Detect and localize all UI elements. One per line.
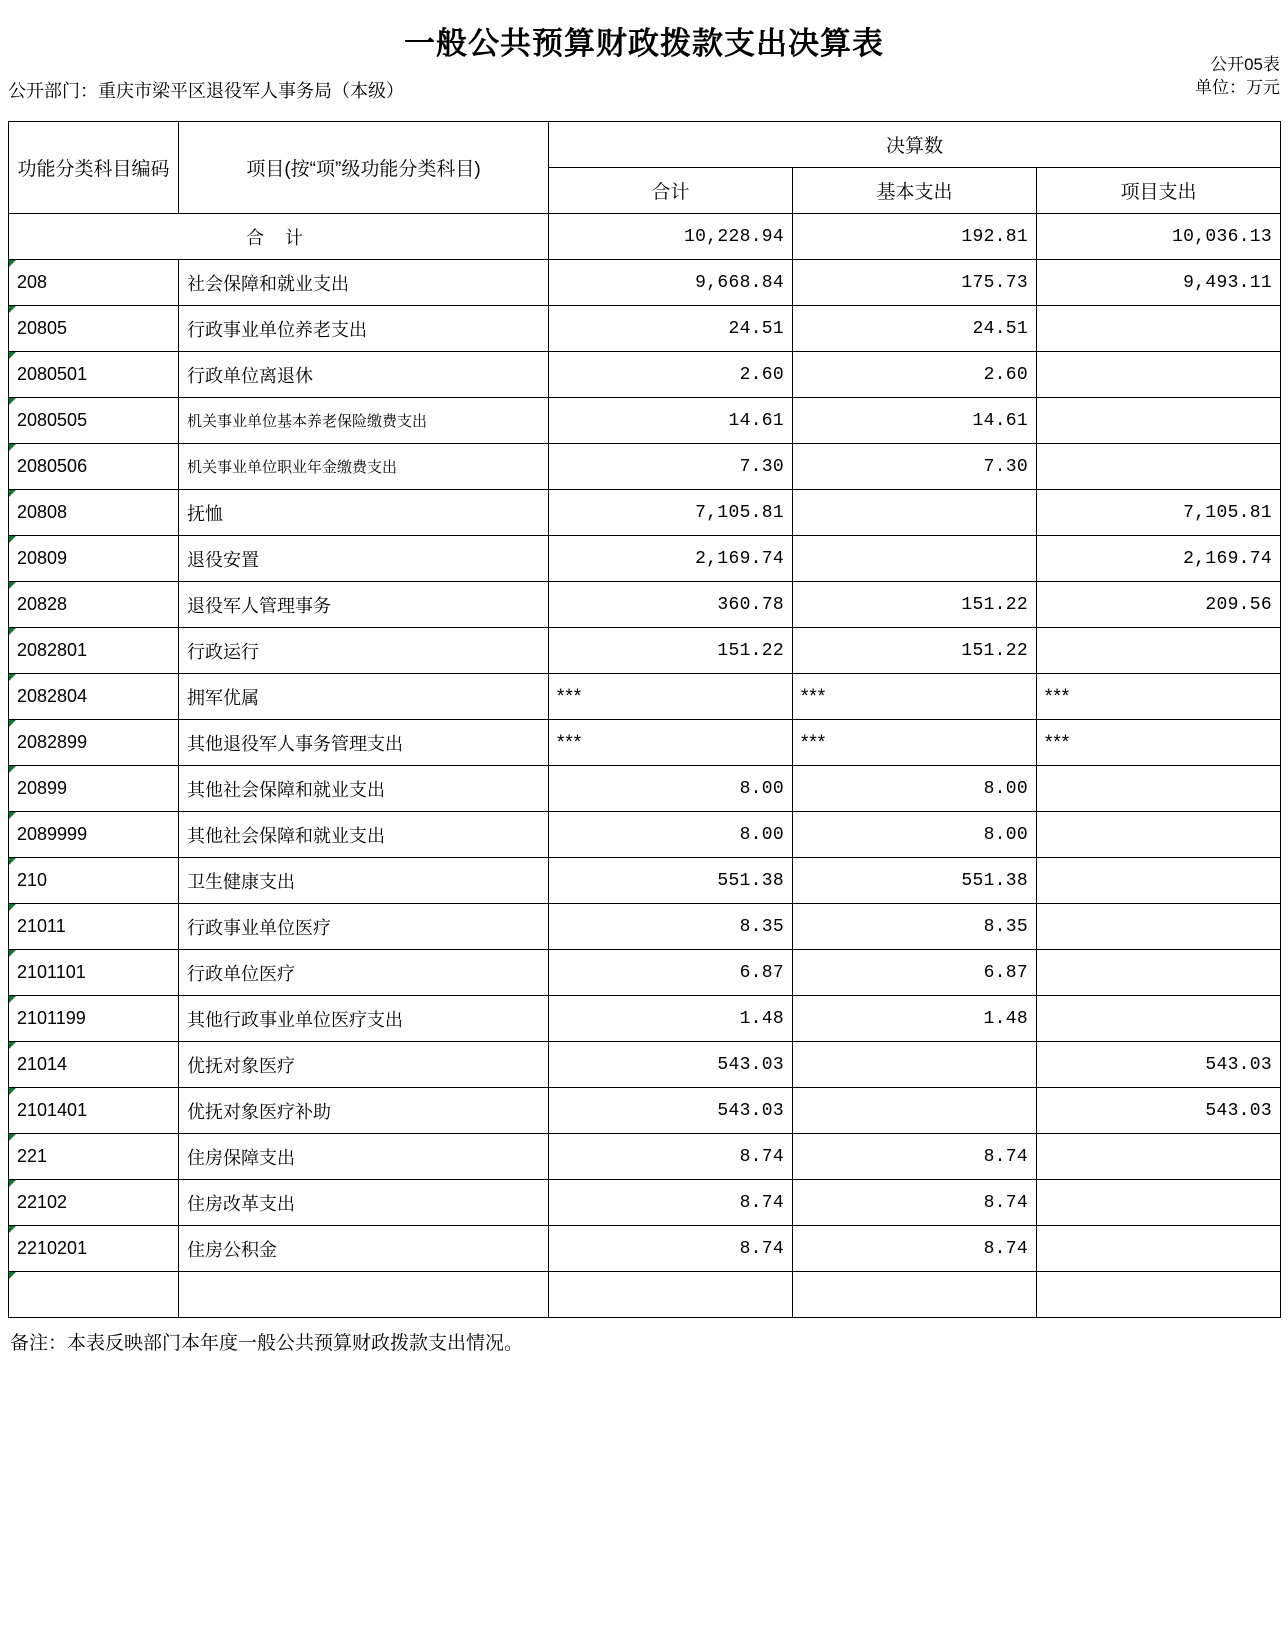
cell-value-project: 543.03	[1037, 1042, 1281, 1088]
cell-item-name: 其他社会保障和就业支出	[179, 766, 549, 812]
cell-value-project	[1037, 628, 1281, 674]
cell-value-total: 9,668.84	[549, 260, 793, 306]
cell-code: 22102	[9, 1180, 179, 1226]
meta-right-block	[1195, 53, 1280, 99]
cell-code: 2080505	[9, 398, 179, 444]
form-number: 公开05表	[1210, 55, 1280, 74]
table-row	[9, 398, 1281, 444]
cell-value-total: ***	[549, 674, 793, 720]
footnote: 备注：本表反映部门本年度一般公共预算财政拨款支出情况。	[10, 1333, 524, 1354]
cell-value-total: 2,169.74	[549, 536, 793, 582]
cell-value-project: 7,105.81	[1037, 490, 1281, 536]
cell-code: 20805	[9, 306, 179, 352]
cell-item-name: 拥军优属	[179, 674, 549, 720]
cell-item-name: 社会保障和就业支出	[179, 260, 549, 306]
cell-value-project	[1037, 904, 1281, 950]
table-row	[9, 444, 1281, 490]
total-value-project: 10,036.13	[1037, 214, 1281, 260]
cell-value-total: 6.87	[549, 950, 793, 996]
cell-item-name: 优抚对象医疗补助	[179, 1088, 549, 1134]
cell-code	[9, 1272, 179, 1318]
table-row	[9, 490, 1281, 536]
cell-value-total	[549, 1272, 793, 1318]
cell-item-name: 行政单位离退休	[179, 352, 549, 398]
cell-code: 2082801	[9, 628, 179, 674]
cell-value-basic: 151.22	[793, 628, 1037, 674]
cell-value-basic: 8.00	[793, 812, 1037, 858]
cell-code: 2082899	[9, 720, 179, 766]
cell-item-name: 行政事业单位医疗	[179, 904, 549, 950]
header-sub-project: 项目支出	[1037, 168, 1281, 214]
cell-value-basic: 8.35	[793, 904, 1037, 950]
cell-code: 20809	[9, 536, 179, 582]
header-item: 项目(按“项”级功能分类科目)	[179, 122, 549, 214]
table-row	[9, 1226, 1281, 1272]
cell-code: 2082804	[9, 674, 179, 720]
cell-value-project	[1037, 306, 1281, 352]
table-body	[9, 214, 1281, 1318]
cell-value-total: 7.30	[549, 444, 793, 490]
page-title: 一般公共预算财政拨款支出决算表	[404, 26, 884, 61]
cell-item-name: 住房公积金	[179, 1226, 549, 1272]
cell-value-basic: 8.74	[793, 1180, 1037, 1226]
cell-value-basic: 7.30	[793, 444, 1037, 490]
cell-code: 20899	[9, 766, 179, 812]
cell-value-basic: ***	[793, 674, 1037, 720]
table-row	[9, 628, 1281, 674]
cell-value-total: 543.03	[549, 1042, 793, 1088]
cell-value-basic	[793, 490, 1037, 536]
header-group-final-accounts: 决算数	[549, 122, 1281, 168]
cell-value-total: 8.74	[549, 1226, 793, 1272]
cell-value-total: 8.74	[549, 1134, 793, 1180]
cell-value-basic: 8.00	[793, 766, 1037, 812]
cell-value-total: 8.00	[549, 812, 793, 858]
cell-value-total: 24.51	[549, 306, 793, 352]
cell-value-project	[1037, 812, 1281, 858]
cell-value-basic: 8.74	[793, 1226, 1037, 1272]
cell-item-name: 退役安置	[179, 536, 549, 582]
cell-value-basic	[793, 1088, 1037, 1134]
cell-value-basic: 551.38	[793, 858, 1037, 904]
cell-value-project: ***	[1037, 720, 1281, 766]
cell-item-name: 优抚对象医疗	[179, 1042, 549, 1088]
cell-item-name: 行政单位医疗	[179, 950, 549, 996]
cell-value-project	[1037, 950, 1281, 996]
table-row	[9, 812, 1281, 858]
cell-value-project: ***	[1037, 674, 1281, 720]
cell-value-total: 7,105.81	[549, 490, 793, 536]
cell-item-name: 抚恤	[179, 490, 549, 536]
document-meta	[0, 55, 1288, 121]
cell-code: 20808	[9, 490, 179, 536]
header-sub-basic: 基本支出	[793, 168, 1037, 214]
cell-value-basic: ***	[793, 720, 1037, 766]
table-row	[9, 1180, 1281, 1226]
cell-value-total: 14.61	[549, 398, 793, 444]
cell-value-total: 543.03	[549, 1088, 793, 1134]
cell-value-basic: 1.48	[793, 996, 1037, 1042]
cell-value-total: ***	[549, 720, 793, 766]
cell-item-name: 卫生健康支出	[179, 858, 549, 904]
table-row	[9, 950, 1281, 996]
table-row	[9, 1134, 1281, 1180]
unit-note: 单位：万元	[1195, 78, 1280, 97]
cell-value-total: 551.38	[549, 858, 793, 904]
header-code: 功能分类科目编码	[9, 122, 179, 214]
cell-code: 2101101	[9, 950, 179, 996]
table-row	[9, 260, 1281, 306]
cell-item-name: 住房保障支出	[179, 1134, 549, 1180]
cell-value-project: 9,493.11	[1037, 260, 1281, 306]
table-row	[9, 1042, 1281, 1088]
cell-value-basic	[793, 536, 1037, 582]
table-row	[9, 674, 1281, 720]
cell-value-total: 1.48	[549, 996, 793, 1042]
cell-value-project	[1037, 858, 1281, 904]
table-row	[9, 536, 1281, 582]
cell-item-name: 其他退役军人事务管理支出	[179, 720, 549, 766]
cell-code: 2080501	[9, 352, 179, 398]
cell-item-name: 机关事业单位职业年金缴费支出	[179, 444, 549, 490]
cell-code: 2210201	[9, 1226, 179, 1272]
cell-value-total: 8.35	[549, 904, 793, 950]
cell-value-project	[1037, 444, 1281, 490]
table-row	[9, 766, 1281, 812]
cell-code: 21011	[9, 904, 179, 950]
cell-value-basic: 151.22	[793, 582, 1037, 628]
cell-item-name: 其他社会保障和就业支出	[179, 812, 549, 858]
cell-value-project	[1037, 398, 1281, 444]
table-row	[9, 858, 1281, 904]
expenditure-table	[8, 121, 1281, 1318]
cell-value-basic: 6.87	[793, 950, 1037, 996]
cell-value-basic: 24.51	[793, 306, 1037, 352]
cell-value-project: 2,169.74	[1037, 536, 1281, 582]
department-label: 公开部门：重庆市梁平区退役军人事务局（本级）	[8, 81, 404, 101]
cell-item-name: 退役军人管理事务	[179, 582, 549, 628]
cell-value-project	[1037, 996, 1281, 1042]
cell-value-basic: 2.60	[793, 352, 1037, 398]
cell-value-project: 543.03	[1037, 1088, 1281, 1134]
total-label: 合 计	[9, 214, 549, 260]
table-row	[9, 720, 1281, 766]
cell-value-basic: 14.61	[793, 398, 1037, 444]
cell-item-name: 行政运行	[179, 628, 549, 674]
cell-code: 221	[9, 1134, 179, 1180]
table-row	[9, 904, 1281, 950]
table-row	[9, 306, 1281, 352]
table-header	[9, 122, 1281, 214]
cell-code: 208	[9, 260, 179, 306]
cell-item-name: 行政事业单位养老支出	[179, 306, 549, 352]
cell-item-name: 其他行政事业单位医疗支出	[179, 996, 549, 1042]
table-row-total	[9, 214, 1281, 260]
cell-value-project	[1037, 352, 1281, 398]
cell-value-project: 209.56	[1037, 582, 1281, 628]
cell-item-name: 机关事业单位基本养老保险缴费支出	[179, 398, 549, 444]
cell-value-project	[1037, 1134, 1281, 1180]
table-row	[9, 996, 1281, 1042]
cell-code: 2101401	[9, 1088, 179, 1134]
cell-value-total: 151.22	[549, 628, 793, 674]
cell-value-total: 360.78	[549, 582, 793, 628]
cell-item-name: 住房改革支出	[179, 1180, 549, 1226]
cell-code: 2080506	[9, 444, 179, 490]
cell-value-project	[1037, 1180, 1281, 1226]
cell-code: 20828	[9, 582, 179, 628]
total-value-basic: 192.81	[793, 214, 1037, 260]
cell-value-total: 8.74	[549, 1180, 793, 1226]
cell-value-basic: 175.73	[793, 260, 1037, 306]
cell-value-total: 8.00	[549, 766, 793, 812]
cell-code: 21014	[9, 1042, 179, 1088]
total-value-sum: 10,228.94	[549, 214, 793, 260]
cell-value-basic	[793, 1272, 1037, 1318]
cell-code: 2101199	[9, 996, 179, 1042]
cell-code: 210	[9, 858, 179, 904]
header-sub-total: 合计	[549, 168, 793, 214]
cell-value-project	[1037, 1226, 1281, 1272]
cell-item-name	[179, 1272, 549, 1318]
cell-value-total: 2.60	[549, 352, 793, 398]
table-row	[9, 352, 1281, 398]
table-row	[9, 1088, 1281, 1134]
cell-value-basic: 8.74	[793, 1134, 1037, 1180]
cell-code: 2089999	[9, 812, 179, 858]
table-row	[9, 582, 1281, 628]
table-row	[9, 1272, 1281, 1318]
cell-value-project	[1037, 1272, 1281, 1318]
cell-value-project	[1037, 766, 1281, 812]
cell-value-basic	[793, 1042, 1037, 1088]
